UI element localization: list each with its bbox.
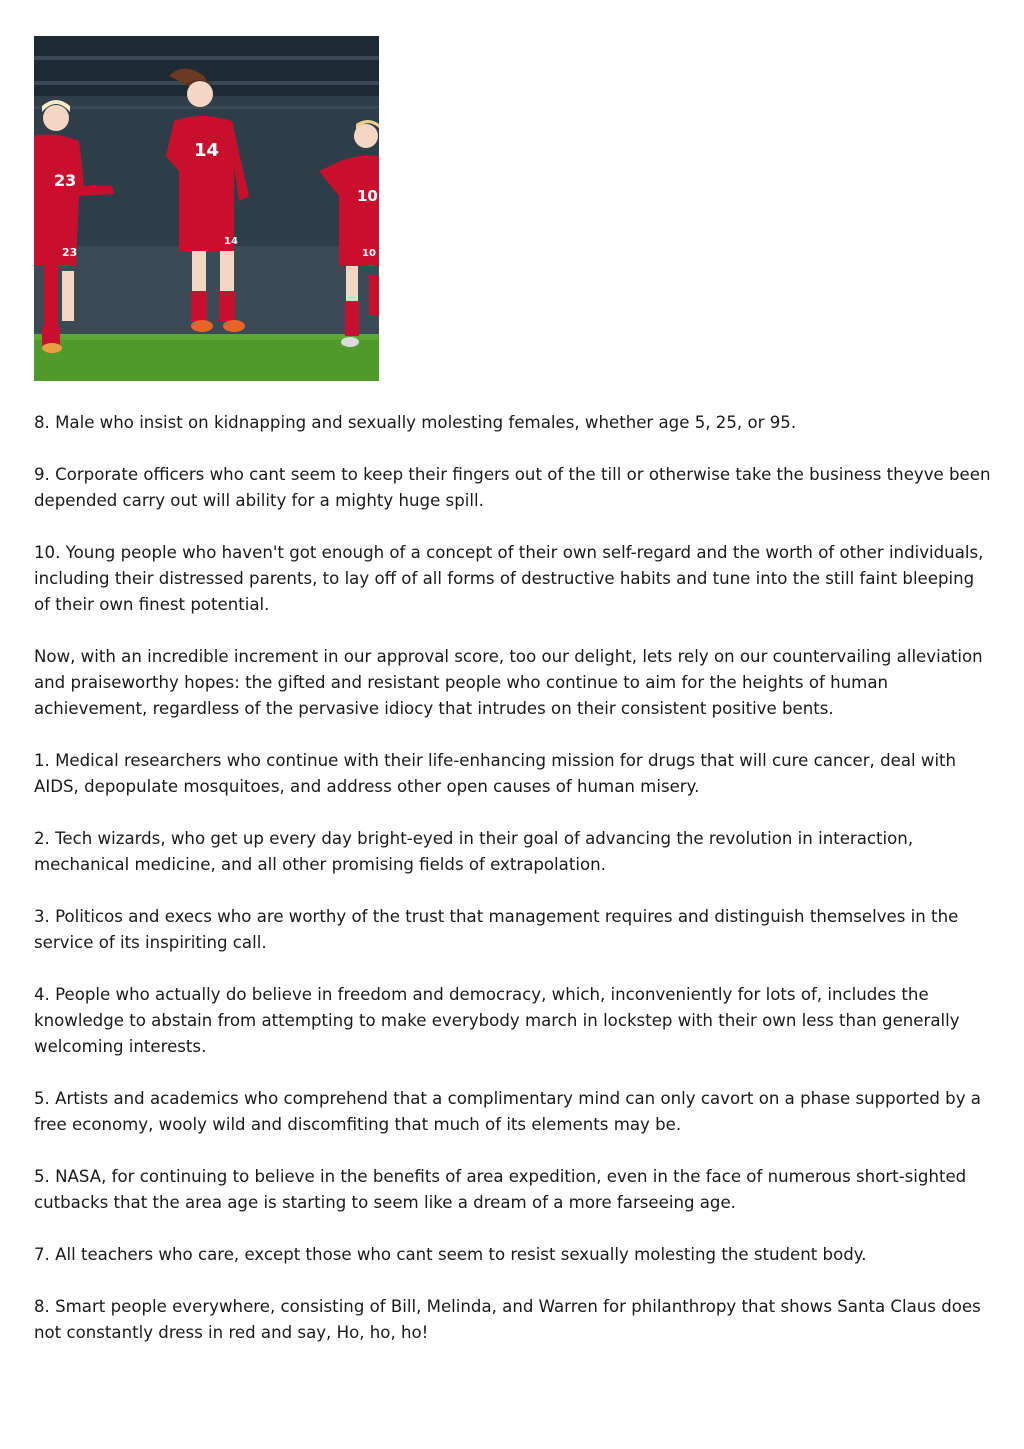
- jersey-number-23: 23: [54, 171, 77, 190]
- list-item-3-positive: 3. Politicos and execs who are worthy of the trust that management requires and distinguish themselves in the service of its inspiriting call.: [34, 907, 959, 952]
- list-item-4-positive: 4. People who actually do believe in freedom and democracy, which, inconveniently for lots of, includes the knowledge to abstain from attempting to make everybody march in lockstep with their own less than generally welcoming interests.: [34, 985, 960, 1056]
- svg-text:23: 23: [62, 246, 78, 259]
- jersey-number-14: 14: [194, 140, 220, 161]
- list-item-6-positive: 5. NASA, for continuing to believe in the benefits of area expedition, even in the face of numerous short-sighted cutbacks that the area age is starting to seem like a dream of a more farseeing age.: [34, 1167, 967, 1212]
- photo-illustration: [34, 36, 379, 381]
- list-item-8-positive: 8. Smart people everywhere, consisting of Bill, Melinda, and Warren for philanthropy that shows Santa Claus does not constantly dress in red and say, Ho, ho, ho!: [34, 1297, 981, 1342]
- list-item-1-positive: 1. Medical researchers who continue with their life-enhancing mission for drugs that will cure cancer, deal with AIDS, depopulate mosquitoes, and address other open causes of human misery.: [34, 751, 957, 796]
- list-item-9-negative: 9. Corporate officers who cant seem to keep their fingers out of the till or otherwise take the business theyve been depended carry out will ability for a mighty huge spill.: [34, 465, 991, 510]
- article-body: [34, 410, 994, 1372]
- list-item-5-positive: 5. Artists and academics who comprehend that a complimentary mind can only cavort on a phase supported by a free economy, wooly wild and discomfiting that much of its elements may be.: [34, 1089, 981, 1134]
- list-item-2-positive: 2. Tech wizards, who get up every day bright-eyed in their goal of advancing the revolution in interaction, mechanical medicine, and all other promising fields of extrapolation.: [34, 829, 914, 874]
- list-item-10-negative: 10. Young people who haven't got enough of a concept of their own self-regard and the worth of other individuals, including their distressed parents, to lay off of all forms of destructive habits and tune into the still faint bleeping of their own finest potential.: [34, 543, 984, 614]
- transition-paragraph: Now, with an incredible increment in our approval score, too our delight, lets rely on our countervailing alleviation and praiseworthy hopes: the gifted and resistant people who continue to aim for the heights of human achievement, regardless of the pervasive idiocy that intrudes on their consistent positive bents.: [34, 647, 983, 718]
- jersey-number-10: 10: [357, 187, 378, 205]
- list-item-8-negative: 8. Male who insist on kidnapping and sexually molesting females, whether age 5, 25, or 95.: [34, 413, 797, 432]
- list-item-7-positive: 7. All teachers who care, except those who cant seem to resist sexually molesting the student body.: [34, 1245, 867, 1264]
- svg-text:14: 14: [224, 236, 238, 247]
- svg-text:10: 10: [362, 248, 376, 259]
- soccer-players-photo: [34, 36, 379, 381]
